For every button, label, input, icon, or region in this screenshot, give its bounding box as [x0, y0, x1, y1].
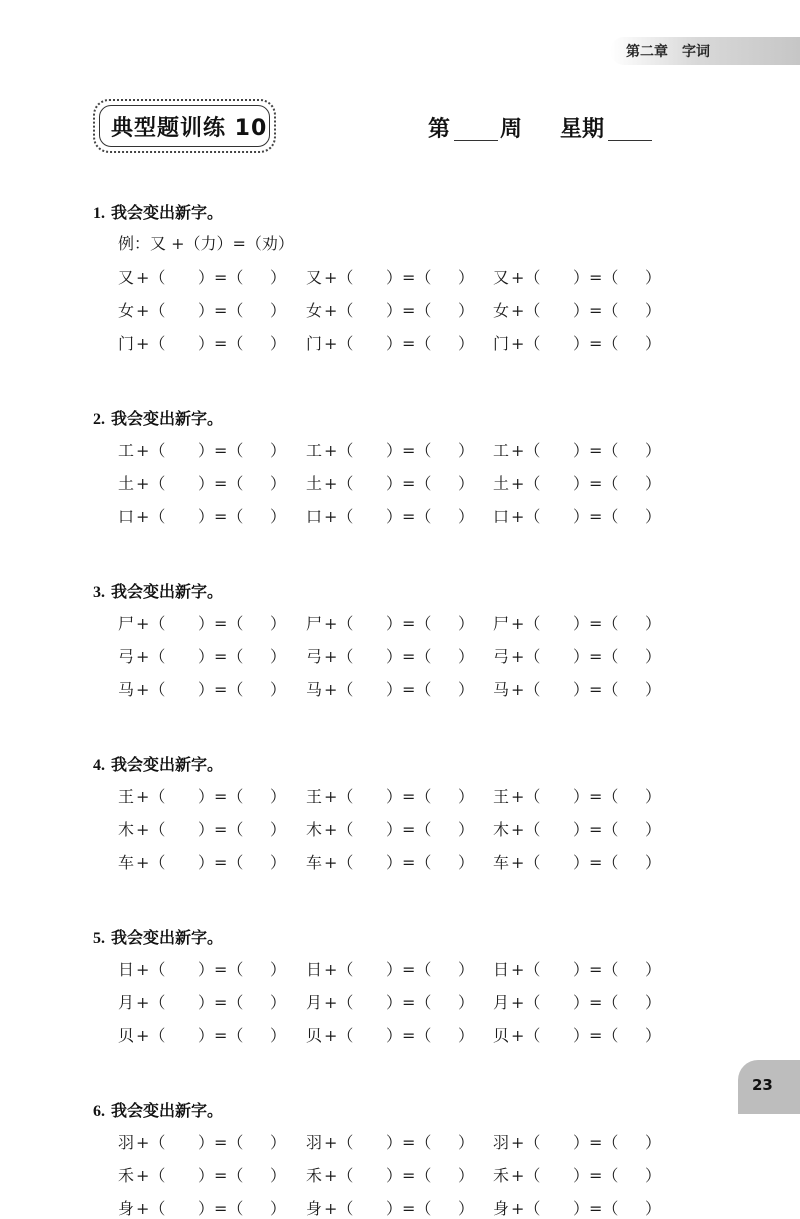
- plus-open-paren[interactable]: +（: [136, 474, 166, 493]
- plus-open-paren[interactable]: +（: [136, 853, 166, 872]
- base-character: 土: [493, 474, 510, 493]
- base-character: 身: [306, 1199, 323, 1218]
- close-paren: ）: [645, 1166, 662, 1185]
- plus-open-paren[interactable]: +（: [511, 441, 541, 460]
- plus-open-paren[interactable]: +（: [511, 474, 541, 493]
- close-paren: ）: [270, 680, 287, 699]
- close-paren: ）: [270, 334, 287, 353]
- base-character: 马: [493, 680, 510, 699]
- close-paren: ）: [645, 993, 662, 1012]
- close-paren: ）: [270, 441, 287, 460]
- close-paren: ）: [458, 1026, 475, 1045]
- plus-open-paren[interactable]: +（: [511, 960, 541, 979]
- base-character: 工: [493, 441, 510, 460]
- plus-open-paren[interactable]: +（: [511, 853, 541, 872]
- equals-open-paren[interactable]: ）=（: [198, 680, 244, 699]
- equals-open-paren[interactable]: ）=（: [198, 268, 244, 287]
- base-character: 门: [118, 334, 135, 353]
- equals-open-paren[interactable]: ）=（: [386, 680, 432, 699]
- plus-open-paren[interactable]: +（: [511, 1026, 541, 1045]
- equals-open-paren[interactable]: ）=（: [198, 614, 244, 633]
- close-paren: ）: [458, 614, 475, 633]
- equals-open-paren[interactable]: ）=（: [386, 1199, 432, 1218]
- base-character: 木: [306, 820, 323, 839]
- plus-open-paren[interactable]: +（: [324, 334, 354, 353]
- base-character: 日: [493, 960, 510, 979]
- close-paren: ）: [458, 268, 475, 287]
- close-paren: ）: [645, 474, 662, 493]
- base-character: 尸: [306, 614, 323, 633]
- close-paren: ）: [645, 853, 662, 872]
- base-character: 禾: [118, 1166, 135, 1185]
- plus-open-paren[interactable]: +（: [136, 960, 166, 979]
- plus-open-paren[interactable]: +（: [324, 787, 354, 806]
- section-heading: [93, 1098, 223, 1121]
- plus-open-paren[interactable]: +（: [136, 301, 166, 320]
- base-character: 又: [118, 268, 135, 287]
- base-character: 车: [306, 853, 323, 872]
- equals-open-paren[interactable]: ）=（: [198, 853, 244, 872]
- base-character: 工: [118, 441, 135, 460]
- equals-open-paren[interactable]: ）=（: [386, 614, 432, 633]
- base-character: 马: [118, 680, 135, 699]
- equals-open-paren[interactable]: ）=（: [198, 507, 244, 526]
- base-character: 禾: [306, 1166, 323, 1185]
- plus-open-paren[interactable]: +（: [136, 1199, 166, 1218]
- base-character: 门: [493, 334, 510, 353]
- equals-open-paren[interactable]: ）=（: [198, 787, 244, 806]
- close-paren: ）: [645, 1133, 662, 1152]
- close-paren: ）: [645, 1199, 662, 1218]
- plus-open-paren[interactable]: +（: [324, 820, 354, 839]
- close-paren: ）: [270, 647, 287, 666]
- week-blank[interactable]: [454, 140, 498, 141]
- section-number: 3.: [93, 584, 105, 601]
- plus-open-paren[interactable]: +（: [511, 820, 541, 839]
- equals-open-paren[interactable]: ）=（: [386, 268, 432, 287]
- close-paren: ）: [645, 441, 662, 460]
- equals-open-paren[interactable]: ）=（: [573, 853, 619, 872]
- equals-open-paren[interactable]: ）=（: [386, 647, 432, 666]
- plus-open-paren[interactable]: +（: [136, 647, 166, 666]
- plus-open-paren[interactable]: +（: [511, 268, 541, 287]
- section-number: 2.: [93, 411, 105, 428]
- base-character: 身: [493, 1199, 510, 1218]
- close-paren: ）: [458, 441, 475, 460]
- plus-open-paren[interactable]: +（: [136, 787, 166, 806]
- weekday-blank[interactable]: [608, 140, 652, 141]
- equals-open-paren[interactable]: ）=（: [198, 474, 244, 493]
- plus-open-paren[interactable]: +（: [324, 1026, 354, 1045]
- plus-open-paren[interactable]: +（: [511, 614, 541, 633]
- equals-open-paren[interactable]: ）=（: [573, 268, 619, 287]
- equals-open-paren[interactable]: ）=（: [386, 1026, 432, 1045]
- plus-open-paren[interactable]: +（: [324, 1166, 354, 1185]
- close-paren: ）: [458, 787, 475, 806]
- base-character: 禾: [493, 1166, 510, 1185]
- close-paren: ）: [645, 334, 662, 353]
- section-number: 4.: [93, 757, 105, 774]
- plus-open-paren[interactable]: +（: [324, 680, 354, 699]
- base-character: 马: [306, 680, 323, 699]
- close-paren: ）: [645, 507, 662, 526]
- close-paren: ）: [270, 820, 287, 839]
- plus-open-paren[interactable]: +（: [511, 647, 541, 666]
- close-paren: ）: [458, 507, 475, 526]
- equals-open-paren[interactable]: ）=（: [573, 441, 619, 460]
- close-paren: ）: [458, 1199, 475, 1218]
- equals-open-paren[interactable]: ）=（: [198, 441, 244, 460]
- plus-open-paren[interactable]: +（: [324, 853, 354, 872]
- plus-open-paren[interactable]: +（: [324, 507, 354, 526]
- section-number: 1.: [93, 205, 105, 222]
- equals-open-paren[interactable]: ）=（: [386, 441, 432, 460]
- base-character: 土: [306, 474, 323, 493]
- equals-open-paren[interactable]: ）=（: [573, 1166, 619, 1185]
- section-heading: [93, 579, 223, 602]
- section-heading: [93, 752, 223, 775]
- plus-open-paren[interactable]: +（: [324, 960, 354, 979]
- base-character: 又: [493, 268, 510, 287]
- base-character: 月: [493, 993, 510, 1012]
- base-character: 口: [118, 507, 135, 526]
- close-paren: ）: [458, 680, 475, 699]
- equals-open-paren[interactable]: ）=（: [386, 474, 432, 493]
- base-character: 女: [118, 301, 135, 320]
- base-character: 贝: [493, 1026, 510, 1045]
- section-instruction: 我会变出新字。: [111, 928, 224, 947]
- close-paren: ）: [458, 301, 475, 320]
- base-character: 羽: [118, 1133, 135, 1152]
- section-instruction: 我会变出新字。: [111, 755, 224, 774]
- plus-open-paren[interactable]: +（: [136, 614, 166, 633]
- equals-open-paren[interactable]: ）=（: [573, 787, 619, 806]
- example-line: 例：又 +（力）=（劝）: [118, 234, 294, 253]
- base-character: 弓: [493, 647, 510, 666]
- close-paren: ）: [270, 993, 287, 1012]
- week-prefix: 第: [428, 117, 451, 142]
- close-paren: ）: [645, 960, 662, 979]
- base-character: 尸: [493, 614, 510, 633]
- equals-open-paren[interactable]: ）=（: [573, 334, 619, 353]
- base-character: 口: [306, 507, 323, 526]
- close-paren: ）: [270, 787, 287, 806]
- equals-open-paren[interactable]: ）=（: [573, 820, 619, 839]
- plus-open-paren[interactable]: +（: [511, 680, 541, 699]
- equals-open-paren[interactable]: ）=（: [386, 820, 432, 839]
- equals-open-paren[interactable]: ）=（: [573, 1133, 619, 1152]
- equals-open-paren[interactable]: ）=（: [573, 507, 619, 526]
- plus-open-paren[interactable]: +（: [324, 993, 354, 1012]
- plus-open-paren[interactable]: +（: [511, 507, 541, 526]
- base-character: 日: [306, 960, 323, 979]
- equals-open-paren[interactable]: ）=（: [573, 647, 619, 666]
- close-paren: ）: [270, 614, 287, 633]
- plus-open-paren[interactable]: +（: [136, 507, 166, 526]
- base-character: 王: [306, 787, 323, 806]
- base-character: 女: [493, 301, 510, 320]
- equals-open-paren[interactable]: ）=（: [198, 820, 244, 839]
- base-character: 弓: [306, 647, 323, 666]
- section-instruction: 我会变出新字。: [111, 582, 224, 601]
- chapter-label: 第二章 字词: [626, 44, 710, 60]
- plus-open-paren[interactable]: +（: [324, 474, 354, 493]
- equals-open-paren[interactable]: ）=（: [386, 960, 432, 979]
- base-character: 门: [306, 334, 323, 353]
- base-character: 月: [306, 993, 323, 1012]
- section-number: 5.: [93, 930, 105, 947]
- close-paren: ）: [645, 647, 662, 666]
- plus-open-paren[interactable]: +（: [136, 334, 166, 353]
- base-character: 木: [118, 820, 135, 839]
- section-number: 6.: [93, 1103, 105, 1120]
- section-heading: [93, 406, 223, 429]
- plus-open-paren[interactable]: +（: [324, 268, 354, 287]
- close-paren: ）: [645, 1026, 662, 1045]
- section-instruction: 我会变出新字。: [111, 203, 224, 222]
- equals-open-paren[interactable]: ）=（: [386, 507, 432, 526]
- equals-open-paren[interactable]: ）=（: [573, 1199, 619, 1218]
- equals-open-paren[interactable]: ）=（: [386, 301, 432, 320]
- close-paren: ）: [458, 1133, 475, 1152]
- base-character: 羽: [493, 1133, 510, 1152]
- base-character: 日: [118, 960, 135, 979]
- base-character: 口: [493, 507, 510, 526]
- base-character: 王: [493, 787, 510, 806]
- close-paren: ）: [270, 1026, 287, 1045]
- close-paren: ）: [645, 680, 662, 699]
- close-paren: ）: [270, 853, 287, 872]
- plus-open-paren[interactable]: +（: [324, 1133, 354, 1152]
- close-paren: ）: [458, 853, 475, 872]
- plus-open-paren[interactable]: +（: [324, 614, 354, 633]
- equals-open-paren[interactable]: ）=（: [198, 1199, 244, 1218]
- close-paren: ）: [458, 960, 475, 979]
- base-character: 女: [306, 301, 323, 320]
- plus-open-paren[interactable]: +（: [136, 441, 166, 460]
- base-character: 木: [493, 820, 510, 839]
- equals-open-paren[interactable]: ）=（: [386, 1133, 432, 1152]
- equals-open-paren[interactable]: ）=（: [198, 647, 244, 666]
- section-instruction: 我会变出新字。: [111, 1101, 224, 1120]
- base-character: 车: [118, 853, 135, 872]
- close-paren: ）: [645, 787, 662, 806]
- page-number: 23: [752, 1076, 773, 1094]
- equals-open-paren[interactable]: ）=（: [573, 993, 619, 1012]
- plus-open-paren[interactable]: +（: [511, 787, 541, 806]
- close-paren: ）: [645, 268, 662, 287]
- plus-open-paren[interactable]: +（: [136, 1133, 166, 1152]
- close-paren: ）: [645, 301, 662, 320]
- plus-open-paren[interactable]: +（: [136, 268, 166, 287]
- equals-open-paren[interactable]: ）=（: [198, 334, 244, 353]
- equals-open-paren[interactable]: ）=（: [386, 853, 432, 872]
- close-paren: ）: [270, 1166, 287, 1185]
- close-paren: ）: [458, 474, 475, 493]
- plus-open-paren[interactable]: +（: [324, 647, 354, 666]
- close-paren: ）: [458, 820, 475, 839]
- base-character: 贝: [306, 1026, 323, 1045]
- close-paren: ）: [270, 507, 287, 526]
- base-character: 身: [118, 1199, 135, 1218]
- plus-open-paren[interactable]: +（: [511, 1166, 541, 1185]
- base-character: 王: [118, 787, 135, 806]
- close-paren: ）: [270, 1133, 287, 1152]
- week-word: 周: [500, 117, 523, 142]
- page-title: 典型题训练 10: [111, 116, 268, 141]
- plus-open-paren[interactable]: +（: [136, 993, 166, 1012]
- base-character: 弓: [118, 647, 135, 666]
- plus-open-paren[interactable]: +（: [136, 820, 166, 839]
- weekday-word: 星期: [560, 117, 605, 142]
- equals-open-paren[interactable]: ）=（: [198, 301, 244, 320]
- equals-open-paren[interactable]: ）=（: [573, 1026, 619, 1045]
- plus-open-paren[interactable]: +（: [324, 1199, 354, 1218]
- close-paren: ）: [270, 301, 287, 320]
- section-heading: [93, 925, 223, 948]
- plus-open-paren[interactable]: +（: [136, 680, 166, 699]
- equals-open-paren[interactable]: ）=（: [386, 787, 432, 806]
- equals-open-paren[interactable]: ）=（: [386, 334, 432, 353]
- close-paren: ）: [458, 334, 475, 353]
- base-character: 月: [118, 993, 135, 1012]
- plus-open-paren[interactable]: +（: [511, 334, 541, 353]
- close-paren: ）: [458, 993, 475, 1012]
- base-character: 贝: [118, 1026, 135, 1045]
- equals-open-paren[interactable]: ）=（: [573, 474, 619, 493]
- equals-open-paren[interactable]: ）=（: [198, 1133, 244, 1152]
- plus-open-paren[interactable]: +（: [511, 1133, 541, 1152]
- equals-open-paren[interactable]: ）=（: [573, 680, 619, 699]
- close-paren: ）: [458, 647, 475, 666]
- section-instruction: 我会变出新字。: [111, 409, 224, 428]
- equals-open-paren[interactable]: ）=（: [198, 1026, 244, 1045]
- equals-open-paren[interactable]: ）=（: [198, 993, 244, 1012]
- close-paren: ）: [270, 1199, 287, 1218]
- base-character: 土: [118, 474, 135, 493]
- close-paren: ）: [645, 614, 662, 633]
- equals-open-paren[interactable]: ）=（: [573, 960, 619, 979]
- plus-open-paren[interactable]: +（: [511, 301, 541, 320]
- close-paren: ）: [645, 820, 662, 839]
- plus-open-paren[interactable]: +（: [324, 301, 354, 320]
- close-paren: ）: [270, 268, 287, 287]
- plus-open-paren[interactable]: +（: [136, 1166, 166, 1185]
- equals-open-paren[interactable]: ）=（: [386, 1166, 432, 1185]
- plus-open-paren[interactable]: +（: [324, 441, 354, 460]
- plus-open-paren[interactable]: +（: [511, 1199, 541, 1218]
- base-character: 车: [493, 853, 510, 872]
- equals-open-paren[interactable]: ）=（: [573, 301, 619, 320]
- close-paren: ）: [270, 960, 287, 979]
- equals-open-paren[interactable]: ）=（: [198, 960, 244, 979]
- equals-open-paren[interactable]: ）=（: [573, 614, 619, 633]
- equals-open-paren[interactable]: ）=（: [198, 1166, 244, 1185]
- section-heading: [93, 200, 223, 223]
- close-paren: ）: [458, 1166, 475, 1185]
- base-character: 工: [306, 441, 323, 460]
- base-character: 又: [306, 268, 323, 287]
- plus-open-paren[interactable]: +（: [136, 1026, 166, 1045]
- base-character: 尸: [118, 614, 135, 633]
- equals-open-paren[interactable]: ）=（: [386, 993, 432, 1012]
- close-paren: ）: [270, 474, 287, 493]
- plus-open-paren[interactable]: +（: [511, 993, 541, 1012]
- base-character: 羽: [306, 1133, 323, 1152]
